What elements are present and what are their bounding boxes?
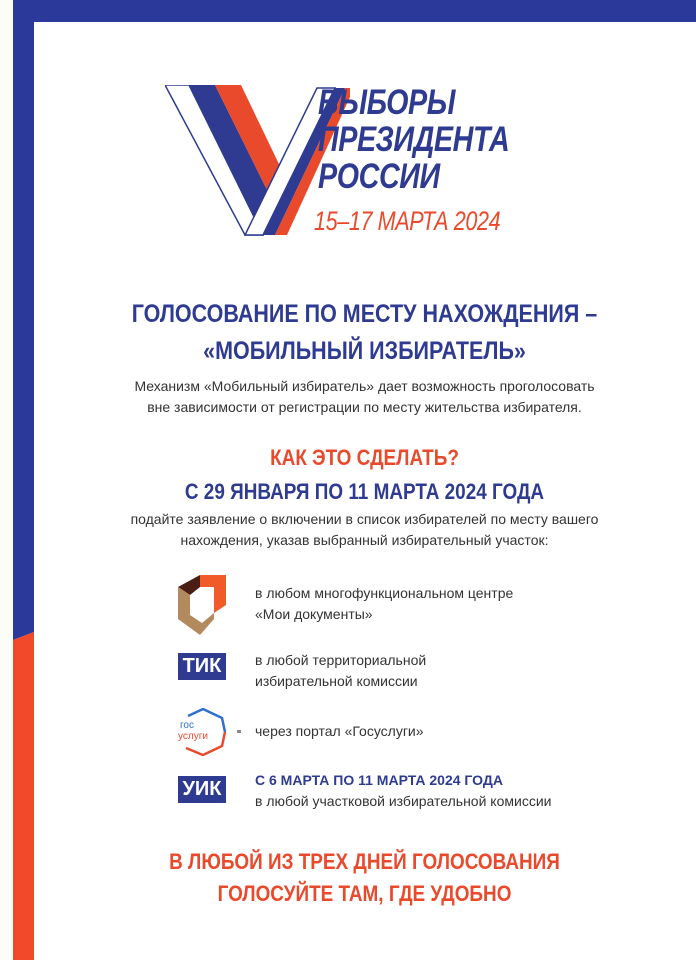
footer-line-2: ГОЛОСУЙТЕ ТАМ, ГДЕ УДОБНО — [217, 881, 512, 906]
gosuslugi-logo-top: гос — [180, 720, 194, 731]
option-tik — [178, 653, 618, 703]
mfc-icon — [178, 575, 226, 635]
howto-question: КАК ЭТО СДЕЛАТЬ? — [270, 445, 459, 470]
footer-line-1: В ЛЮБОЙ ИЗ ТРЕХ ДНЕЙ ГОЛОСОВАНИЯ — [169, 849, 560, 874]
tik-badge: ТИК — [178, 653, 226, 680]
howto-line-1: подайте заявление о включении в список избирателей по месту вашего — [130, 511, 599, 527]
logo-line-1: ВЫБОРЫ — [318, 83, 456, 122]
option-uik-line-1: в любой участковой избирательной комиссии — [255, 793, 552, 809]
option-mfc-line-1: в любом многофункциональном центре — [255, 585, 514, 601]
logo-dates: 15–17 МАРТА 2024 — [314, 206, 501, 236]
heading-line-2: «МОБИЛЬНЫЙ ИЗБИРАТЕЛЬ» — [203, 337, 526, 365]
option-gosuslugi-line-1: через портал «Госуслуги» — [255, 723, 424, 739]
howto-line-2: нахождения, указав выбранный избирательный участок: — [180, 532, 549, 548]
gosuslugi-logo-bottom: услуги — [178, 731, 208, 742]
gosuslugi-icon — [178, 708, 228, 756]
heading-line-1: ГОЛОСОВАНИЕ ПО МЕСТУ НАХОЖДЕНИЯ – — [131, 300, 598, 328]
howto-period: С 29 ЯНВАРЯ ПО 11 МАРТА 2024 ГОДА — [184, 479, 545, 504]
option-uik-period: С 6 МАРТА ПО 11 МАРТА 2024 ГОДА — [255, 772, 503, 788]
option-tik-line-2: избирательной комиссии — [255, 673, 418, 689]
intro-line-2: вне зависимости от регистрации по месту жительства избирателя. — [147, 399, 582, 415]
option-gosuslugi — [178, 708, 618, 758]
intro-text — [33, 376, 696, 418]
left-border-red — [13, 632, 34, 960]
howto-text — [33, 509, 696, 551]
left-border-blue — [13, 0, 34, 640]
option-mfc-line-2: «Мои документы» — [255, 606, 373, 622]
logo-title — [318, 84, 509, 195]
uik-badge: УИК — [178, 776, 226, 803]
option-tik-line-1: в любой территориальной — [255, 652, 427, 668]
footer-text — [79, 846, 649, 910]
bullet-dot — [237, 730, 241, 733]
logo-line-2: ПРЕЗИДЕНТА — [318, 120, 510, 159]
intro-line-1: Механизм «Мобильный избиратель» дает возможность проголосовать — [134, 378, 595, 394]
top-border-band — [14, 0, 696, 22]
option-uik — [178, 772, 618, 826]
option-mfc — [178, 575, 618, 625]
logo-line-3: РОССИИ — [318, 157, 440, 196]
main-heading — [79, 296, 649, 370]
